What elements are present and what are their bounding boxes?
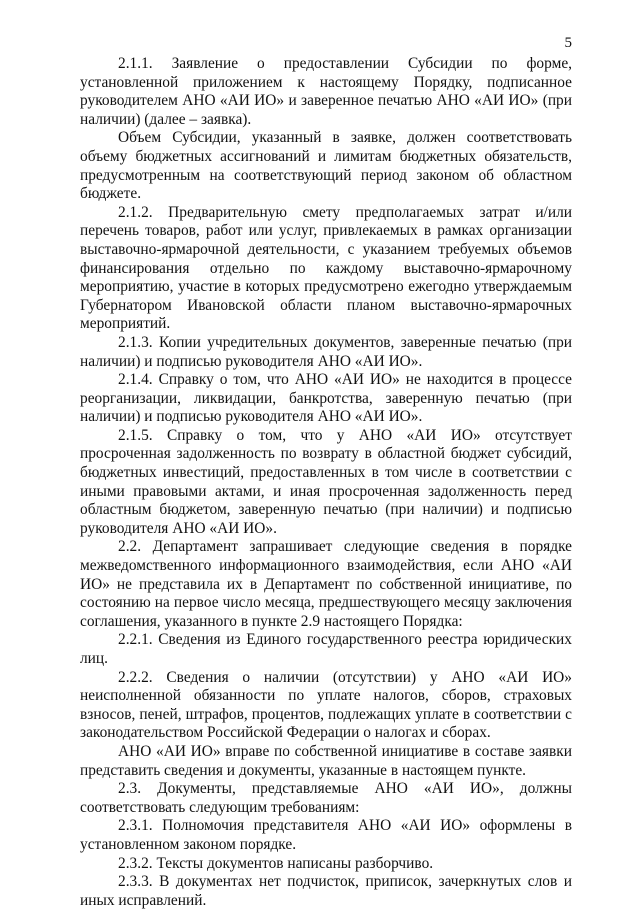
paragraph-own-initiative: АНО «АИ ИО» вправе по собственной инициативе в составе заявки представить сведения и документы, указанные в настоящем пункте.	[80, 742, 572, 779]
paragraph-2-1-3: 2.1.3. Копии учредительных документов, заверенные печатью (при наличии) и подписью руководителя АНО «АИ ИО».	[80, 333, 572, 370]
paragraph-2-3-1: 2.3.1. Полномочия представителя АНО «АИ ИО» оформлены в установленном законом порядке.	[80, 817, 572, 853]
paragraph-2-1-1: 2.1.1. Заявление о предоставлении Субсидии по форме, установленной приложением к настоящему Порядку, подписанное руководителем АНО «АИ ИО» и заверенное печатью АНО «АИ ИО» (при наличии) (далее – заявка).	[80, 55, 572, 128]
paragraph-2-2: 2.2. Департамент запрашивает следующие сведения в порядке межведомственного информационного взаимодействия, если АНО «АИ ИО» не представила их в Департамент по собственной инициативе, по состоянию на первое число месяца, предшествующего месяцу заключения соглашения, указанного в пункте 2.9 настоящего Порядка:	[80, 538, 572, 630]
document-body	[80, 55, 572, 910]
paragraph-subsidy-volume: Объем Субсидии, указанный в заявке, должен соответствовать объему бюджетных ассигнований и лимитам бюджетных обязательств, предусмотренным на соответствующий период законом об областном бюджете.	[80, 129, 572, 203]
paragraph-2-2-2: 2.2.2. Сведения о наличии (отсутствии) у АНО «АИ ИО» неисполненной обязанности по уплате налогов, сборов, страховых взносов, пеней, штрафов, процентов, подлежащих уплате в соответствии с законодательством Российской Федерации о налогах и сборах.	[80, 668, 572, 742]
page-number: 5	[564, 35, 572, 51]
paragraph-2-3-2: 2.3.2. Тексты документов написаны разборчиво.	[118, 854, 434, 872]
paragraph-2-1-5: 2.1.5. Справку о том, что у АНО «АИ ИО» отсутствует просроченная задолженность по возврату в областной бюджет субсидий, бюджетных инвестиций, предоставленных в том числе в соответствии с иными правовыми актами, и иная просроченная задолженность перед областным бюджетом, заверенную печатью (при наличии) и подписью руководителя АНО «АИ ИО».	[80, 426, 572, 537]
paragraph-2-3-3: 2.3.3. В документах нет подчисток, приписок, зачеркнутых слов и иных исправлений.	[80, 873, 572, 909]
paragraph-2-1-2: 2.1.2. Предварительную смету предполагаемых затрат и/или перечень товаров, работ или услуг, привлекаемых в рамках организации выставочно-ярмарочной деятельности, с указанием требуемых объемов финансирования отдельно по каждому выставочно-ярмарочному мероприятию, участие в которых предусмотрено ежегодно утверждаемым Губернатором Ивановской области планом выставочно-ярмарочных мероприятий.	[80, 203, 572, 333]
paragraph-2-3: 2.3. Документы, представляемые АНО «АИ ИО», должны соответствовать следующим требованиям:	[80, 780, 572, 816]
paragraph-2-2-1: 2.2.1. Сведения из Единого государственного реестра юридических лиц.	[80, 631, 572, 667]
paragraph-2-1-4: 2.1.4. Справку о том, что АНО «АИ ИО» не находится в процессе реорганизации, ликвидации, банкротства, заверенную печатью (при наличии) и подписью руководителя АНО «АИ ИО».	[80, 371, 572, 426]
